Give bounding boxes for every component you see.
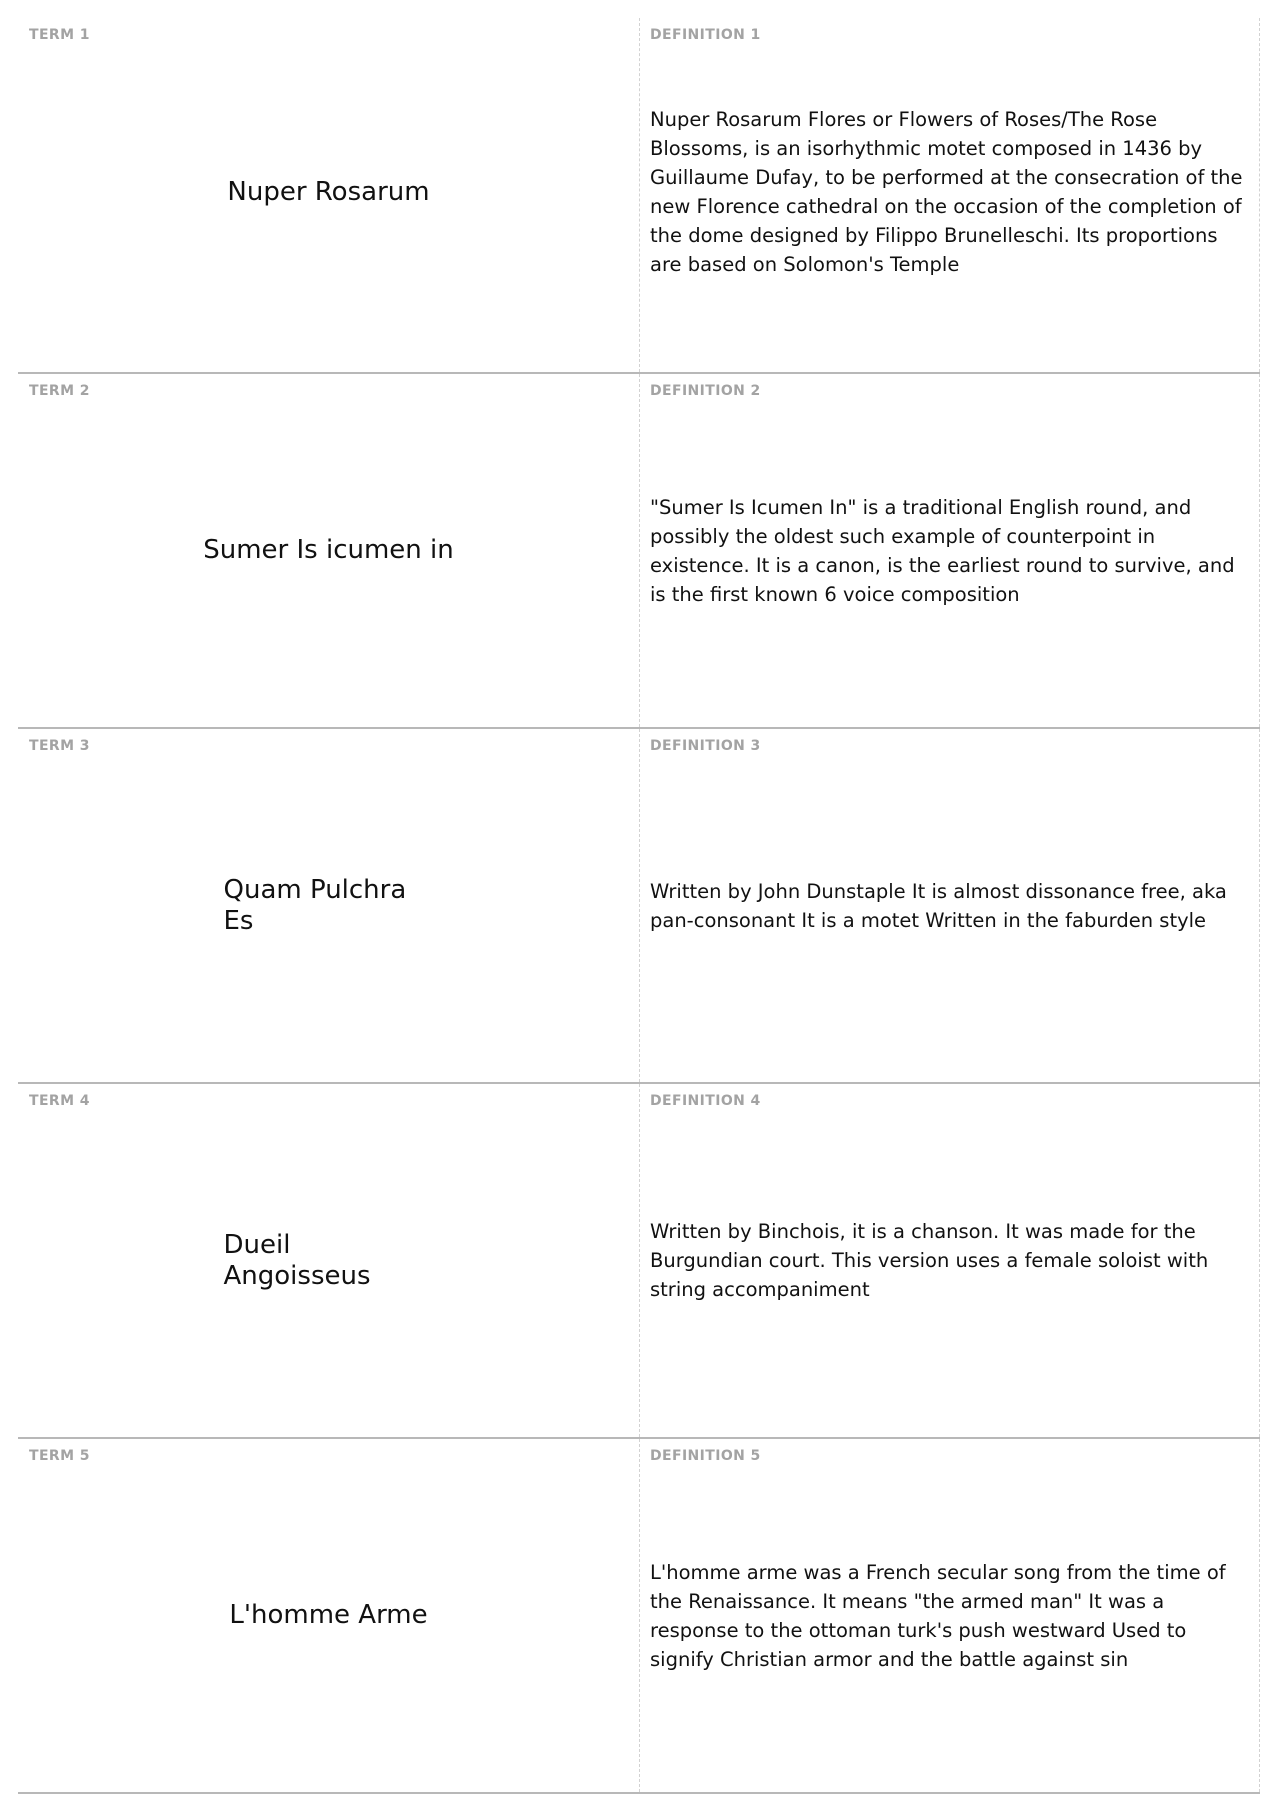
term-2: Sumer Is icumen in [203, 535, 454, 565]
term-cell-4 [18, 1084, 640, 1437]
flashcard-4 [18, 1084, 1260, 1439]
term-cell-1 [18, 18, 640, 372]
term-label-5: TERM 5 [29, 1448, 90, 1464]
term-label-4: TERM 4 [29, 1093, 90, 1109]
term-cell-5 [18, 1439, 640, 1792]
definition-cell-3 [640, 729, 1260, 1082]
definition-3: Written by John Dunstaple It is almost dissonance free, aka pan-consonant It is a motet Written in the faburden style [650, 879, 1227, 932]
term-4: Dueil Angoisseus [223, 1229, 371, 1291]
term-label-2: TERM 2 [29, 383, 90, 399]
term-cell-2 [18, 374, 640, 727]
definition-label-4: DEFINITION 4 [650, 1093, 761, 1109]
definition-text-3 [650, 729, 1259, 1082]
term-text-1 [18, 18, 639, 372]
definition-5: L'homme arme was a French secular song from the time of the Renaissance. It means "the armed man" It was a response to the ottoman turk's push westward Used to signify Christian armor and the battle against sin [650, 1560, 1226, 1671]
definition-text-4 [650, 1084, 1259, 1437]
term-text-2 [18, 374, 639, 727]
flashcard-sheet [18, 18, 1260, 1794]
term-5: L'homme Arme [229, 1600, 428, 1630]
definition-text-5 [650, 1439, 1259, 1792]
term-1: Nuper Rosarum [227, 176, 430, 207]
definition-1: Nuper Rosarum Flores or Flowers of Roses/The Rose Blossoms, is an isorhythmic motet composed in 1436 by Guillaume Dufay, to be performed at the consecration of the new Florence cathedral on the occasion of the completion of the dome designed by Filippo Brunelleschi. Its proportions are based on Solomon's Temple [650, 108, 1243, 276]
definition-label-3: DEFINITION 3 [650, 738, 761, 754]
term-label-1: TERM 1 [29, 27, 90, 43]
definition-text-1 [650, 18, 1259, 372]
definition-cell-1 [640, 18, 1260, 372]
definition-label-1: DEFINITION 1 [650, 27, 761, 43]
definition-label-2: DEFINITION 2 [650, 383, 761, 399]
definition-2: "Sumer Is Icumen In" is a traditional English round, and possibly the oldest such example of counterpoint in existence. It is a canon, is the earliest round to survive, and is the first known 6 voice composition [650, 495, 1235, 606]
term-3: Quam Pulchra Es [223, 874, 407, 936]
term-label-3: TERM 3 [29, 738, 90, 754]
definition-4: Written by Binchois, it is a chanson. It was made for the Burgundian court. This version uses a female soloist with string accompaniment [650, 1220, 1209, 1301]
term-text-5 [18, 1439, 639, 1792]
flashcard-5 [18, 1439, 1260, 1794]
term-text-4 [18, 1084, 639, 1437]
definition-cell-4 [640, 1084, 1260, 1437]
definition-cell-2 [640, 374, 1260, 727]
term-cell-3 [18, 729, 640, 1082]
flashcard-3 [18, 729, 1260, 1084]
term-text-3 [18, 729, 639, 1082]
definition-cell-5 [640, 1439, 1260, 1792]
definition-text-2 [650, 374, 1259, 727]
flashcard-2 [18, 374, 1260, 729]
definition-label-5: DEFINITION 5 [650, 1448, 761, 1464]
flashcard-1 [18, 18, 1260, 374]
